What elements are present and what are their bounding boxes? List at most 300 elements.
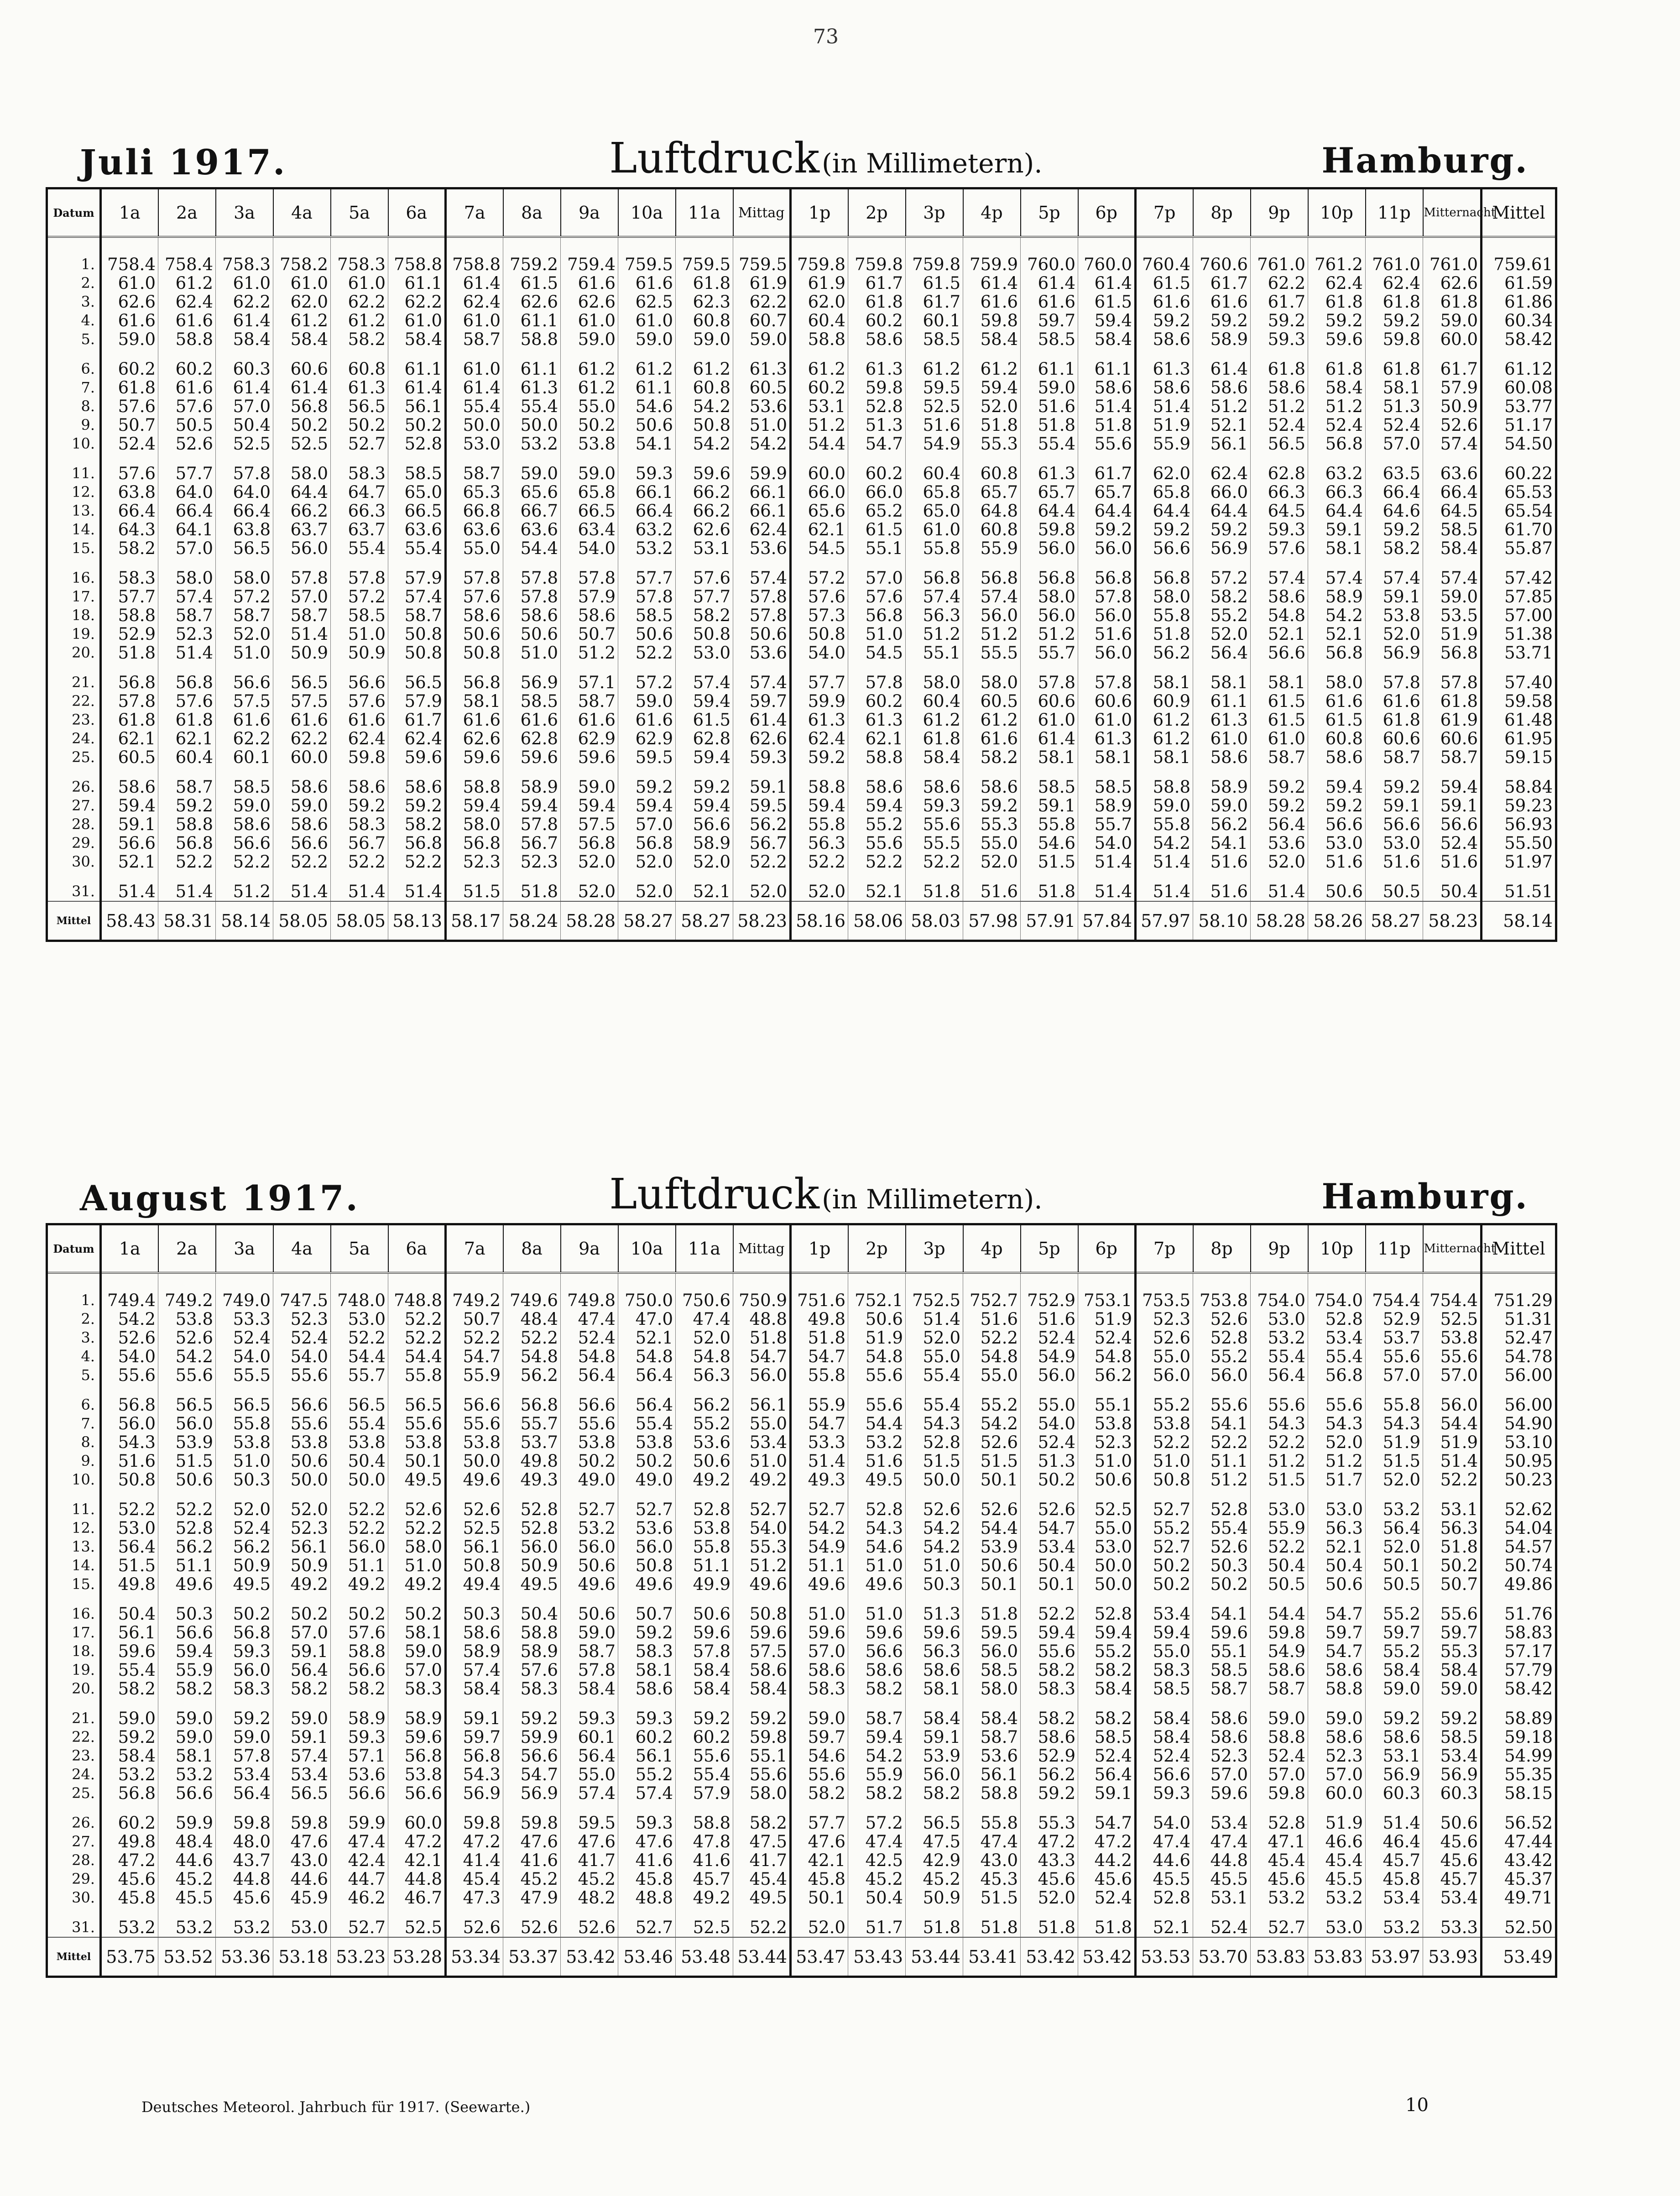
value-cell: 53.6: [733, 643, 791, 662]
value-cell: 51.9: [1423, 1433, 1482, 1452]
value-cell: 59.8: [733, 1728, 791, 1746]
value-cell: 55.7: [1078, 815, 1136, 834]
value-cell: 56.4: [618, 1366, 676, 1385]
value-cell: 54.0: [101, 1347, 158, 1366]
value-cell: 51.2: [906, 625, 963, 643]
title-unit: (in Millimetern).: [822, 1184, 1043, 1215]
value-cell: 54.6: [1021, 834, 1078, 852]
value-cell: 56.6: [273, 1385, 331, 1414]
value-cell: 52.2: [388, 1310, 446, 1328]
spacer-cell: [503, 1273, 561, 1291]
value-cell: 63.4: [561, 520, 618, 539]
value-cell: 49.8: [791, 1310, 848, 1328]
value-cell: 60.7: [733, 311, 791, 330]
value-cell: 53.8: [618, 1433, 676, 1452]
col-header: 6p: [1078, 188, 1136, 237]
value-cell: 55.0: [963, 1366, 1021, 1385]
table-title: [584, 134, 1068, 183]
value-cell: 58.8: [1308, 1679, 1366, 1698]
value-cell: 54.2: [676, 397, 733, 416]
value-cell: 44.6: [1136, 1851, 1193, 1870]
value-cell: 49.6: [446, 1470, 503, 1489]
spacer-cell: [791, 1273, 848, 1291]
value-cell: 58.2: [733, 1803, 791, 1832]
table-row: [47, 293, 1556, 311]
value-cell: 59.4: [561, 796, 618, 815]
value-cell: 45.6: [1423, 1851, 1482, 1870]
value-cell: 61.8: [848, 293, 906, 311]
value-cell: 50.4: [1423, 871, 1482, 901]
value-cell: 59.0: [1423, 1679, 1482, 1698]
value-cell: 61.5: [1078, 293, 1136, 311]
value-cell: 59.4: [848, 1728, 906, 1746]
value-cell: 51.5: [101, 1556, 158, 1575]
spacer-cell: [388, 237, 446, 255]
value-cell: 52.4: [1078, 1888, 1136, 1907]
table-row: [47, 416, 1556, 434]
value-cell: 61.7: [1193, 274, 1251, 293]
value-cell: 53.3: [791, 1433, 848, 1452]
value-cell: 57.8: [561, 558, 618, 587]
value-cell: 53.52: [158, 1937, 216, 1977]
value-cell: 58.6: [791, 1661, 848, 1679]
value-cell: 50.6: [848, 1310, 906, 1328]
spacer-cell: [791, 237, 848, 255]
value-cell: 55.8: [388, 1366, 446, 1385]
value-cell: 53.4: [1308, 1328, 1366, 1347]
value-cell: 52.6: [158, 434, 216, 453]
value-cell: 45.9: [273, 1888, 331, 1907]
value-cell: 53.8: [676, 1519, 733, 1537]
title-unit: (in Millimetern).: [822, 148, 1043, 179]
value-cell: 56.0: [963, 1642, 1021, 1661]
value-cell: 57.0: [1423, 1366, 1482, 1385]
value-cell: 57.2: [331, 587, 388, 606]
value-cell: 51.6: [1193, 852, 1251, 871]
value-cell: 59.8: [503, 1803, 561, 1832]
value-cell: 55.6: [848, 1366, 906, 1385]
value-cell: 52.6: [388, 1489, 446, 1519]
value-cell: 58.27: [618, 901, 676, 941]
value-cell: 57.2: [1193, 558, 1251, 587]
value-cell: 53.43: [848, 1937, 906, 1977]
value-cell: 51.8: [906, 1907, 963, 1937]
value-cell: 58.28: [561, 901, 618, 941]
col-header: 3a: [216, 1224, 273, 1273]
value-cell: 65.7: [1078, 483, 1136, 502]
value-cell: 47.5: [733, 1832, 791, 1851]
value-cell: 52.7: [1136, 1537, 1193, 1556]
value-cell: 59.0: [618, 692, 676, 711]
value-cell: 45.6: [1021, 1870, 1078, 1888]
value-cell: 45.2: [848, 1870, 906, 1888]
value-cell: 52.0: [1366, 1470, 1423, 1489]
value-cell: 51.0: [503, 643, 561, 662]
spacer-cell: [1078, 237, 1136, 255]
value-cell: 58.1: [1308, 539, 1366, 558]
value-cell: 58.6: [733, 1661, 791, 1679]
value-cell: 56.9: [1423, 1765, 1482, 1784]
value-cell: 50.7: [561, 625, 618, 643]
value-cell: 52.6: [158, 1328, 216, 1347]
value-cell: 59.2: [1366, 767, 1423, 796]
value-cell: 53.8: [1366, 606, 1423, 625]
value-cell: 53.4: [273, 1765, 331, 1784]
spacer-cell: [1482, 237, 1556, 255]
value-cell: 62.4: [331, 729, 388, 748]
value-cell: 55.3: [963, 815, 1021, 834]
value-cell: 57.8: [503, 558, 561, 587]
value-cell: 60.8: [963, 453, 1021, 483]
value-cell: 54.2: [101, 1310, 158, 1328]
value-cell: 56.3: [1423, 1519, 1482, 1537]
value-cell: 55.6: [676, 1746, 733, 1765]
value-cell: 55.8: [1021, 815, 1078, 834]
value-cell: 50.1: [963, 1575, 1021, 1594]
value-cell: 61.9: [733, 274, 791, 293]
value-cell: 53.3: [1423, 1907, 1482, 1937]
value-cell: 59.0: [1366, 1679, 1423, 1698]
value-cell: 58.8: [1136, 767, 1193, 796]
value-cell: 65.0: [906, 502, 963, 520]
value-cell: 753.1: [1078, 1291, 1136, 1310]
value-cell: 59.2: [963, 796, 1021, 815]
value-cell: 41.7: [561, 1851, 618, 1870]
value-cell: 52.6: [503, 1907, 561, 1937]
value-cell: 50.0: [503, 416, 561, 434]
value-cell: 64.4: [1078, 502, 1136, 520]
value-cell: 56.6: [101, 834, 158, 852]
value-cell: 55.1: [733, 1746, 791, 1765]
value-cell: 57.1: [561, 662, 618, 692]
value-cell: 51.1: [158, 1556, 216, 1575]
value-cell: 57.0: [158, 539, 216, 558]
value-cell: 59.6: [676, 1623, 733, 1642]
value-cell: 58.5: [1078, 1728, 1136, 1746]
day-label: 25.: [47, 1784, 101, 1803]
value-cell: 51.5: [963, 1888, 1021, 1907]
value-cell: 58.3: [503, 1679, 561, 1698]
value-cell: 54.0: [733, 1519, 791, 1537]
value-cell: 57.4: [561, 1784, 618, 1803]
table-row: [47, 1385, 1556, 1414]
col-header: 3a: [216, 188, 273, 237]
value-cell: 56.2: [676, 1385, 733, 1414]
value-cell: 55.4: [906, 1385, 963, 1414]
value-cell: 55.8: [1136, 606, 1193, 625]
value-cell: 53.8: [273, 1433, 331, 1452]
value-cell: 56.2: [1193, 815, 1251, 834]
value-cell: 59.2: [1136, 520, 1193, 539]
value-cell: 58.3: [331, 815, 388, 834]
day-label: 16.: [47, 1594, 101, 1623]
spacer-cell: [1308, 1273, 1366, 1291]
mittel-row: [47, 1937, 1556, 1977]
value-cell: 61.0: [216, 274, 273, 293]
spacer-cell: [1482, 1273, 1556, 1291]
value-cell: 58.6: [503, 606, 561, 625]
value-cell: 56.00: [1482, 1366, 1556, 1385]
value-cell: 49.5: [216, 1575, 273, 1594]
value-cell: 58.0: [1136, 587, 1193, 606]
value-cell: 59.2: [618, 767, 676, 796]
value-cell: 55.4: [331, 539, 388, 558]
value-cell: 59.6: [101, 1642, 158, 1661]
value-cell: 54.04: [1482, 1519, 1556, 1537]
table-row: [47, 349, 1556, 378]
value-cell: 53.8: [446, 1433, 503, 1452]
day-label: 13.: [47, 502, 101, 520]
value-cell: 57.2: [618, 662, 676, 692]
table-row: [47, 606, 1556, 625]
value-cell: 51.4: [1078, 397, 1136, 416]
value-cell: 49.3: [503, 1470, 561, 1489]
value-cell: 66.2: [676, 502, 733, 520]
value-cell: 56.9: [1366, 643, 1423, 662]
value-cell: 58.7: [1423, 748, 1482, 767]
value-cell: 51.4: [1136, 397, 1193, 416]
value-cell: 51.6: [1308, 852, 1366, 871]
value-cell: 55.6: [848, 834, 906, 852]
value-cell: 58.1: [1136, 662, 1193, 692]
value-cell: 60.8: [676, 311, 733, 330]
value-cell: 59.6: [1193, 1784, 1251, 1803]
value-cell: 50.6: [503, 625, 561, 643]
value-cell: 56.1: [273, 1537, 331, 1556]
day-label: 27.: [47, 796, 101, 815]
value-cell: 55.6: [101, 1366, 158, 1385]
value-cell: 56.5: [158, 1385, 216, 1414]
value-cell: 61.7: [906, 293, 963, 311]
value-cell: 47.4: [561, 1310, 618, 1328]
value-cell: 52.3: [1308, 1746, 1366, 1765]
value-cell: 49.8: [503, 1452, 561, 1470]
value-cell: 51.9: [1078, 1310, 1136, 1328]
value-cell: 61.2: [963, 349, 1021, 378]
spacer-cell: [331, 237, 388, 255]
value-cell: 52.0: [676, 852, 733, 871]
value-cell: 53.1: [1423, 1489, 1482, 1519]
table-row: [47, 1347, 1556, 1366]
value-cell: 61.59: [1482, 274, 1556, 293]
value-cell: 59.1: [273, 1642, 331, 1661]
value-cell: 56.8: [1308, 1366, 1366, 1385]
value-cell: 51.5: [1251, 1470, 1308, 1489]
spacer-cell: [618, 237, 676, 255]
value-cell: 48.4: [158, 1832, 216, 1851]
value-cell: 45.8: [791, 1870, 848, 1888]
value-cell: 59.0: [1251, 1698, 1308, 1728]
value-cell: 58.6: [216, 815, 273, 834]
value-cell: 61.6: [216, 711, 273, 729]
value-cell: 58.83: [1482, 1623, 1556, 1642]
value-cell: 56.5: [1251, 434, 1308, 453]
value-cell: 56.0: [1078, 539, 1136, 558]
spacer-cell: [1136, 237, 1193, 255]
value-cell: 58.6: [1021, 1728, 1078, 1746]
value-cell: 52.6: [1193, 1537, 1251, 1556]
value-cell: 55.7: [331, 1366, 388, 1385]
table-row: [47, 625, 1556, 643]
value-cell: 59.2: [618, 1623, 676, 1642]
value-cell: 54.50: [1482, 434, 1556, 453]
month-title: August 1917.: [80, 1178, 360, 1218]
day-label: 2.: [47, 1310, 101, 1328]
value-cell: 50.9: [331, 643, 388, 662]
value-cell: 59.2: [331, 796, 388, 815]
col-header: 10a: [618, 1224, 676, 1273]
value-cell: 59.4: [158, 1642, 216, 1661]
table-row: [47, 520, 1556, 539]
value-cell: 52.6: [1021, 1489, 1078, 1519]
value-cell: 51.3: [906, 1594, 963, 1623]
value-cell: 59.4: [676, 692, 733, 711]
value-cell: 52.0: [733, 871, 791, 901]
value-cell: 58.5: [906, 330, 963, 349]
value-cell: 59.0: [791, 1698, 848, 1728]
spacer-cell: [1193, 1273, 1251, 1291]
value-cell: 60.08: [1482, 378, 1556, 397]
col-header: Mittel: [1482, 1224, 1556, 1273]
value-cell: 58.4: [1136, 1728, 1193, 1746]
value-cell: 53.6: [1251, 834, 1308, 852]
value-cell: 51.8: [963, 1594, 1021, 1623]
value-cell: 52.8: [1136, 1888, 1193, 1907]
value-cell: 64.4: [1308, 502, 1366, 520]
day-label: 4.: [47, 311, 101, 330]
spacer-cell: [1136, 1273, 1193, 1291]
value-cell: 52.4: [101, 434, 158, 453]
value-cell: 50.6: [158, 1470, 216, 1489]
value-cell: 50.6: [618, 625, 676, 643]
value-cell: 57.8: [503, 587, 561, 606]
value-cell: 63.8: [101, 483, 158, 502]
value-cell: 55.4: [1021, 434, 1078, 453]
day-label: 7.: [47, 378, 101, 397]
value-cell: 57.6: [101, 453, 158, 483]
value-cell: 62.2: [388, 293, 446, 311]
value-cell: 58.2: [676, 606, 733, 625]
value-cell: 50.9: [273, 643, 331, 662]
value-cell: 44.8: [1193, 1851, 1251, 1870]
value-cell: 61.6: [331, 711, 388, 729]
day-label: 17.: [47, 1623, 101, 1642]
value-cell: 56.8: [561, 834, 618, 852]
value-cell: 58.9: [676, 834, 733, 852]
value-cell: 53.0: [1366, 834, 1423, 852]
value-cell: 52.1: [1193, 416, 1251, 434]
value-cell: 55.2: [963, 1385, 1021, 1414]
value-cell: 61.2: [331, 311, 388, 330]
value-cell: 58.7: [1193, 1679, 1251, 1698]
value-cell: 747.5: [273, 1291, 331, 1310]
value-cell: 59.1: [1308, 520, 1366, 539]
value-cell: 51.3: [1021, 1452, 1078, 1470]
value-cell: 62.0: [1136, 453, 1193, 483]
value-cell: 61.2: [273, 311, 331, 330]
value-cell: 56.6: [216, 662, 273, 692]
value-cell: 51.4: [791, 1452, 848, 1470]
value-cell: 48.0: [216, 1832, 273, 1851]
value-cell: 49.6: [618, 1575, 676, 1594]
spacer-cell: [906, 1273, 963, 1291]
value-cell: 58.7: [216, 606, 273, 625]
value-cell: 47.9: [503, 1888, 561, 1907]
value-cell: 56.9: [1193, 539, 1251, 558]
value-cell: 45.4: [446, 1870, 503, 1888]
value-cell: 58.8: [503, 330, 561, 349]
value-cell: 59.7: [446, 1728, 503, 1746]
day-label: 16.: [47, 558, 101, 587]
spacer-cell: [1251, 237, 1308, 255]
spacer-cell: [1366, 237, 1423, 255]
value-cell: 56.6: [848, 1642, 906, 1661]
value-cell: 57.4: [273, 1746, 331, 1765]
value-cell: 52.0: [963, 852, 1021, 871]
value-cell: 57.4: [1423, 434, 1482, 453]
value-cell: 58.1: [906, 1679, 963, 1698]
value-cell: 59.9: [503, 1728, 561, 1746]
value-cell: 57.3: [791, 606, 848, 625]
value-cell: 62.2: [1251, 274, 1308, 293]
value-cell: 62.4: [388, 729, 446, 748]
value-cell: 53.2: [101, 1765, 158, 1784]
value-cell: 52.3: [273, 1519, 331, 1537]
value-cell: 52.2: [273, 852, 331, 871]
value-cell: 58.8: [101, 606, 158, 625]
value-cell: 58.0: [388, 1537, 446, 1556]
value-cell: 52.1: [1251, 625, 1308, 643]
value-cell: 51.2: [733, 1556, 791, 1575]
value-cell: 55.0: [1021, 1385, 1078, 1414]
value-cell: 56.8: [273, 397, 331, 416]
value-cell: 59.8: [1251, 1784, 1308, 1803]
value-cell: 751.6: [791, 1291, 848, 1310]
value-cell: 49.71: [1482, 1888, 1556, 1907]
value-cell: 59.2: [1366, 1698, 1423, 1728]
value-cell: 54.9: [1251, 1642, 1308, 1661]
value-cell: 51.9: [1423, 625, 1482, 643]
value-cell: 752.5: [906, 1291, 963, 1310]
value-cell: 50.8: [791, 625, 848, 643]
col-header: Mitternacht: [1423, 188, 1482, 237]
value-cell: 55.1: [1193, 1642, 1251, 1661]
value-cell: 51.4: [101, 871, 158, 901]
value-cell: 58.6: [848, 1661, 906, 1679]
value-cell: 53.2: [1308, 1888, 1366, 1907]
table-row: [47, 1575, 1556, 1594]
value-cell: 61.5: [848, 520, 906, 539]
value-cell: 56.5: [331, 1385, 388, 1414]
spacer-cell: [618, 1273, 676, 1291]
value-cell: 59.9: [733, 453, 791, 483]
day-label: 11.: [47, 1489, 101, 1519]
value-cell: 58.6: [1193, 378, 1251, 397]
value-cell: 753.5: [1136, 1291, 1193, 1310]
value-cell: 52.2: [446, 1328, 503, 1347]
col-header: 11p: [1366, 1224, 1423, 1273]
col-header: 8a: [503, 188, 561, 237]
spacer-cell: [446, 1273, 503, 1291]
value-cell: 58.6: [1193, 1728, 1251, 1746]
value-cell: 51.0: [848, 1556, 906, 1575]
day-label: 8.: [47, 397, 101, 416]
value-cell: 59.5: [561, 1803, 618, 1832]
value-cell: 59.1: [101, 815, 158, 834]
value-cell: 59.2: [1366, 311, 1423, 330]
value-cell: 56.8: [1078, 558, 1136, 587]
value-cell: 53.70: [1193, 1937, 1251, 1977]
